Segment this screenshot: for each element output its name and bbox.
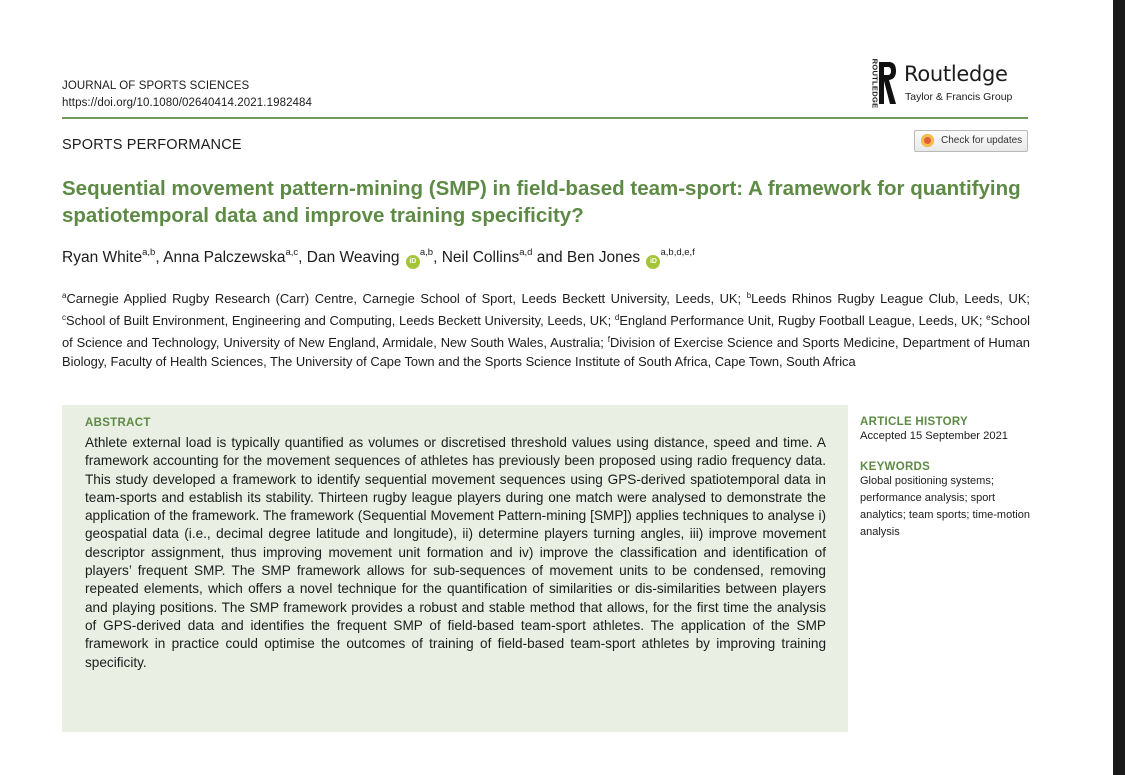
author-separator: , <box>298 249 307 266</box>
publisher-name: Routledge <box>904 62 1008 86</box>
publisher-logo <box>860 60 1035 110</box>
affiliation-marker: b <box>746 291 752 300</box>
affiliation-marker: c <box>62 313 66 322</box>
affiliation-marker: d <box>614 313 620 322</box>
check-updates-button[interactable] <box>914 130 1028 152</box>
author-4-name: Neil Collins <box>441 249 520 266</box>
abstract-heading: ABSTRACT <box>85 417 151 429</box>
affiliation-marker: a <box>62 291 67 300</box>
author-1-affiliation: a,b <box>142 247 156 258</box>
affiliation-text: Leeds Rhinos Rugby League Club, Leeds, UK; <box>751 291 1030 306</box>
check-updates-icon <box>921 134 934 147</box>
publisher-group: Taylor & Francis Group <box>905 91 1013 103</box>
article-history-text: Accepted 15 September 2021 <box>860 430 1009 442</box>
author-separator: and <box>532 249 567 266</box>
keywords-text: Global positioning systems; performance analysis; sport analytics; team sports; time-motion analysis <box>860 475 1030 538</box>
doi-link[interactable]: https://doi.org/10.1080/02640414.2021.1982484 <box>62 97 313 109</box>
affiliation-text: England Performance Unit, Rugby Football League, Leeds, UK; <box>619 313 987 328</box>
abstract-body: Athlete external load is typically quantified as volumes or discretised threshold values using distance, speed and time. A framework accounting for the movement sequences of athletes has previously been proposed using radio frequency data. This study developed a framework to identify sequential movement sequences using GPS-derived spatiotemporal data in team-sports and establish its stability. Thirteen rugby league players during one match were analysed to demonstrate the application of the framework. The framework (Sequential Movement Pattern-mining [SMP]) applies techniques to analyse i) geospatial data (i.e., decimal degree latitude and longitude), ii) determine players turning angles, iii) improve movement descriptor assignment, thus improving movement unit formation and iv) improve the classification and identification of players’ frequent SMP. The SMP framework allows for sub-sequences of movement units to be condensed, removing repeated elements, which offers a novel technique for the quantification of similarities or dis-similarities between players and playing positions. The SMP framework provides a robust and stable method that allows, for the first time the analysis of GPS-derived data and identifies the frequent SMP of field-based team-sport athletes. The application of the SMP framework in practice could optimise the outcomes of training of field-based team-sport athletes by improving training specificity. <box>85 435 826 670</box>
section-label: SPORTS PERFORMANCE <box>62 137 242 153</box>
author-list <box>62 247 695 269</box>
routledge-mark-icon <box>877 60 897 106</box>
author-separator: , <box>433 249 442 266</box>
affiliation-text: School of Science and Technology, University of New England, Armidale, New South Wales, Australia; <box>62 313 1030 350</box>
journal-name: JOURNAL OF SPORTS SCIENCES <box>62 80 250 92</box>
author-3-name: Dan Weaving <box>306 249 400 266</box>
author-1-name: Ryan White <box>62 249 143 266</box>
affiliation-text: Division of Exercise Science and Sports Medicine, Department of Human Biology, Faculty of Health Sciences, The University of Cape Town and the Sports Science Institute of South Africa, Cape Town, South Africa <box>62 335 1030 369</box>
author-3-affiliation: a,b <box>419 247 434 258</box>
publisher-vertical-wordmark: ROUTLEDGE <box>870 58 880 109</box>
check-updates-label: Check for updates <box>941 135 1023 146</box>
affiliation-marker: e <box>986 313 991 322</box>
affiliation-text: Carnegie Applied Rugby Research (Carr) Centre, Carnegie School of Sport, Leeds Beckett University, Leeds, UK; <box>66 291 747 306</box>
orcid-icon[interactable]: iD <box>406 255 420 269</box>
author-2-name: Anna Palczewska <box>163 249 286 266</box>
affiliations <box>62 286 1030 371</box>
abstract-box <box>62 405 848 732</box>
header-rule <box>62 117 1028 119</box>
author-5-name: Ben Jones <box>566 249 641 266</box>
article-sidebar <box>860 416 1035 541</box>
affiliation-text: School of Built Environment, Engineering and Computing, Leeds Beckett University, Leeds, UK; <box>66 313 615 328</box>
orcid-icon[interactable]: iD <box>646 255 660 269</box>
journal-header <box>62 78 312 112</box>
author-4-affiliation: a,d <box>519 247 533 258</box>
page-edge-shadow <box>1113 0 1125 775</box>
article-title: Sequential movement pattern-mining (SMP) in field-based team-sport: A framework for quantifying spatiotemporal data and improve training specificity? <box>62 177 1021 227</box>
author-separator: , <box>155 249 164 266</box>
author-5-affiliation: a,b,d,e,f <box>660 247 695 258</box>
author-2-affiliation: a,c <box>285 247 299 258</box>
affiliation-marker: f <box>607 335 610 344</box>
keywords-heading: KEYWORDS <box>860 461 931 473</box>
article-history-heading: ARTICLE HISTORY <box>860 416 969 428</box>
